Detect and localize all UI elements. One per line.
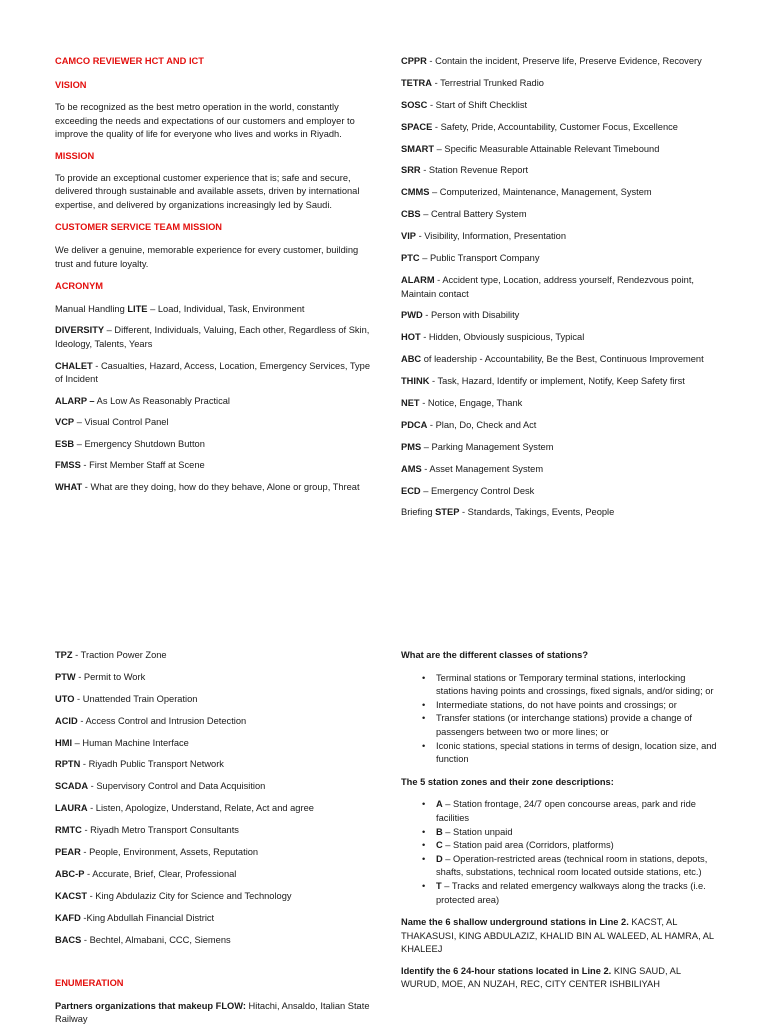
list-item: • T – Tracks and related emergency walkways along the tracks (i.e. protected area)	[436, 880, 719, 907]
shallow-stations-question: Name the 6 shallow underground stations in Line 2. KACST, AL THAKASUSI, KING ABDULAZIZ, KHALID BIN AL WALEED, AL HAMRA, AL KHALEEJ	[401, 917, 714, 955]
acronym-entry: SCADA - Supervisory Control and Data Acquisition	[55, 781, 266, 792]
acronym-entry: CPPR - Contain the incident, Preserve life, Preserve Evidence, Recovery	[401, 56, 702, 66]
acronym-entry: ACID - Access Control and Intrusion Detection	[55, 715, 247, 726]
acronym-entry: TPZ - Traction Power Zone	[55, 650, 167, 660]
station-classes-question: What are the different classes of stations?	[401, 650, 589, 660]
page2-right-column	[401, 649, 719, 992]
acronym-entry: AMS - Asset Management System	[401, 463, 544, 474]
vision-heading: VISION	[55, 79, 87, 90]
station-classes-list	[401, 672, 719, 767]
acronym-entry: KAFD -King Abdullah Financial District	[55, 912, 215, 923]
acronym-entry: PEAR - People, Environment, Assets, Reputation	[55, 847, 259, 858]
list-item: • Iconic stations, special stations in terms of design, location size, and function	[436, 740, 719, 767]
acronym-entry: HOT - Hidden, Obviously suspicious, Typical	[401, 332, 585, 343]
document-title: CAMCO REVIEWER HCT AND ICT	[55, 56, 204, 66]
acronym-entry: ALARP – As Low As Reasonably Practical	[55, 395, 230, 406]
acronym-entry: CBS – Central Battery System	[401, 209, 527, 220]
24-hour-stations-question: Identify the 6 24-hour stations located in Line 2. KING SAUD, AL WURUD, MOE, AN NUZAH, REC, CITY CENTER ISHBILIYAH	[401, 965, 681, 990]
acronym-entry: TETRA - Terrestrial Trunked Radio	[401, 77, 544, 88]
acronym-entry: SMART – Specific Measurable Attainable Relevant Timebound	[401, 143, 660, 154]
list-item: • B – Station unpaid	[436, 826, 719, 840]
acronym-entry: ABC of leadership - Accountability, Be the Best, Continuous Improvement	[401, 354, 704, 365]
acronym-entry: UTO - Unattended Train Operation	[55, 693, 198, 704]
acronym-entry: SRR - Station Revenue Report	[401, 165, 529, 176]
enumeration-heading: ENUMERATION	[55, 978, 124, 989]
acronym-entry: ECD – Emergency Control Desk	[401, 485, 535, 496]
acronym-entry: LAURA - Listen, Apologize, Understand, Relate, Act and agree	[55, 803, 314, 814]
station-zones-list	[401, 798, 719, 907]
acronym-entry: PMS – Parking Management System	[401, 441, 554, 452]
acronym-entry: CMMS – Computerized, Maintenance, Management, System	[401, 187, 652, 198]
page2-left-column	[55, 649, 373, 1027]
station-zones-question: The 5 station zones and their zone descriptions:	[401, 776, 614, 787]
acronym-entry: RMTC - Riyadh Metro Transport Consultants	[55, 825, 239, 836]
acronym-entry: Briefing STEP - Standards, Takings, Events, People	[401, 507, 615, 518]
list-item: • C – Station paid area (Corridors, platforms)	[436, 839, 719, 853]
cs-mission-text: We deliver a genuine, memorable experience for every customer, building trust and future loyalty.	[55, 244, 359, 269]
acronym-heading: ACRONYM	[55, 281, 104, 292]
list-item: • Intermediate stations, do not have points and crossings; or	[436, 699, 719, 713]
page1-right-column	[401, 55, 719, 528]
list-item: • D – Operation-restricted areas (technical room in stations, depots, shafts, substations, technical room located outside stations, etc.)	[436, 853, 719, 880]
acronym-entry: ABC-P - Accurate, Brief, Clear, Professional	[55, 868, 237, 879]
list-item: • Transfer stations (or interchange stations) provide a change of passengers between two or more lines; or	[436, 712, 719, 739]
acronym-entry: PDCA - Plan, Do, Check and Act	[401, 419, 537, 430]
cs-mission-heading: CUSTOMER SERVICE TEAM MISSION	[55, 222, 223, 233]
acronym-entry: FMSS - First Member Staff at Scene	[55, 460, 205, 471]
acronym-entry: WHAT - What are they doing, how do they behave, Alone or group, Threat	[55, 482, 360, 493]
list-item: • Terminal stations or Temporary terminal stations, interlocking stations having points and crossings, fixed signals, and/or siding; or	[436, 672, 719, 699]
acronym-entry: VIP - Visibility, Information, Presentation	[401, 231, 567, 242]
acronym-entry: RPTN - Riyadh Public Transport Network	[55, 759, 224, 770]
vision-text: To be recognized as the best metro operation in the world, constantly exceeding the needs and expectations of our customers and employer to improve the quality of life for everyone who lives and works in Riyadh.	[55, 102, 355, 140]
acronym-entry: BACS - Bechtel, Almabani, CCC, Siemens	[55, 934, 231, 945]
acronym-entry: ESB – Emergency Shutdown Button	[55, 438, 205, 449]
acronym-entry: Manual Handling LITE – Load, Individual, Task, Environment	[55, 303, 305, 314]
acronym-entry: DIVERSITY – Different, Individuals, Valuing, Each other, Regardless of Skin, Ideology, Talents, Years	[55, 325, 370, 349]
page1-left-column	[55, 55, 373, 503]
acronym-entry: PWD - Person with Disability	[401, 310, 520, 321]
acronym-entry: NET - Notice, Engage, Thank	[401, 397, 523, 408]
mission-text: To provide an exceptional customer experience that is; safe and secure, delivered through sustainable and available assets, driven by international expertise, and delivered by organizations increasingly led by Saudi.	[55, 172, 360, 210]
acronym-entry: SOSC - Start of Shift Checklist	[401, 99, 528, 110]
acronym-entry: VCP – Visual Control Panel	[55, 417, 169, 428]
partners-question: Partners organizations that makeup FLOW: Hitachi, Ansaldo, Italian State Railway	[55, 1000, 370, 1025]
acronym-entry: THINK - Task, Hazard, Identify or implement, Notify, Keep Safety first	[401, 376, 685, 387]
acronym-entry: PTC – Public Transport Company	[401, 253, 540, 264]
mission-heading: MISSION	[55, 150, 95, 161]
acronym-entry: PTW - Permit to Work	[55, 671, 146, 682]
acronym-entry: ALARM - Accident type, Location, address yourself, Rendezvous point, Maintain contact	[401, 274, 695, 299]
acronym-entry: CHALET - Casualties, Hazard, Access, Location, Emergency Services, Type of Incident	[55, 360, 371, 385]
acronym-entry: SPACE - Safety, Pride, Accountability, Customer Focus, Excellence	[401, 121, 678, 132]
list-item: • A – Station frontage, 24/7 open concourse areas, park and ride facilities	[436, 798, 719, 825]
acronym-entry: HMI – Human Machine Interface	[55, 737, 189, 748]
acronym-entry: KACST - King Abdulaziz City for Science and Technology	[55, 890, 292, 901]
